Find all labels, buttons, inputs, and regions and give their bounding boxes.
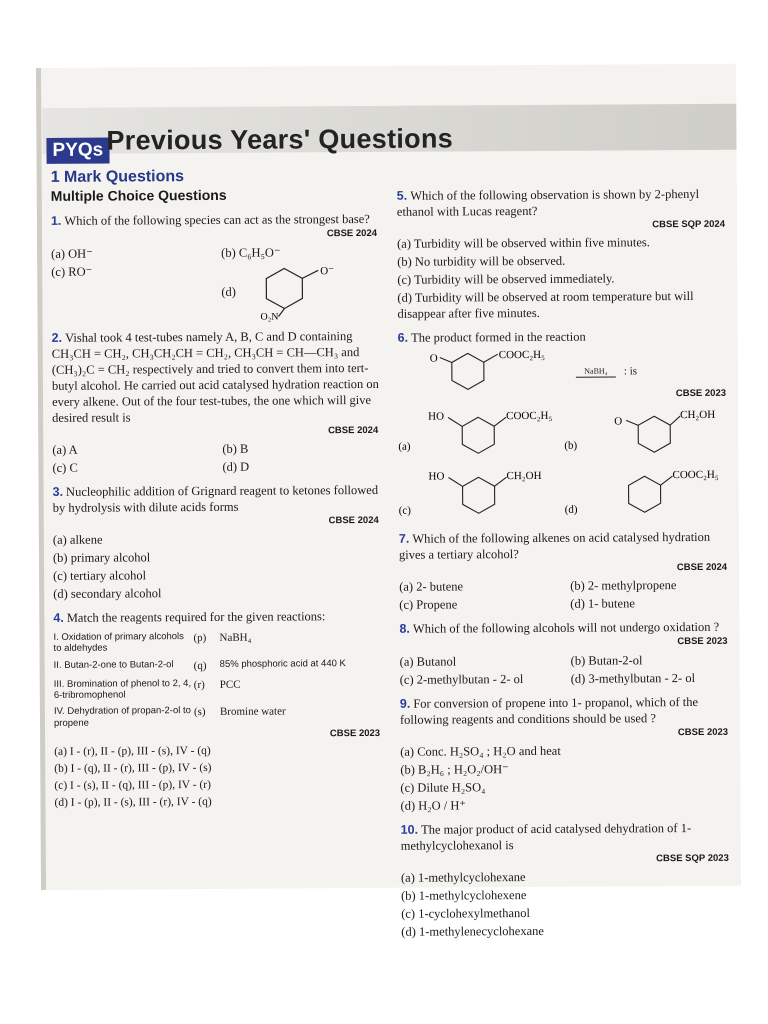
match-left-1: I. Oxidation of primary alcohols to aldehydes (53, 630, 184, 655)
option-a: (a) A (52, 442, 78, 457)
option-d: (d) I - (p), II - (s), III - (r), IV - (q) (54, 795, 212, 809)
question-3 (53, 482, 384, 603)
question-10 (401, 820, 734, 941)
question-4 (53, 608, 384, 811)
reactant-structure (398, 349, 568, 396)
exam-tag: CBSE 2023 (677, 726, 729, 738)
left-group: O (614, 415, 623, 428)
option-b: (b) No turbidity will be observed. (397, 253, 566, 269)
question-number: 8. (399, 622, 410, 637)
options (401, 867, 733, 941)
page-title: Previous Years' Questions (106, 123, 454, 156)
question-text: Which of the following alkenes on acid catalysed hydration gives a tertiary alcohol? (398, 530, 711, 563)
question-text: For conversion of propene into 1- propanol, which of the following reagents and conditions should be used ? (399, 694, 699, 727)
exam-tag: CBSE 2023 (677, 636, 728, 648)
option-c: (c) RO⁻ (51, 264, 93, 279)
option-a: (a) 2- butene (399, 579, 464, 595)
option-d: (d) H₂O / H⁺ (400, 798, 467, 813)
ester-label: COOC₂H₅ (498, 349, 545, 362)
option-a-structure (398, 403, 563, 464)
question-text: The product formed in the reaction (411, 329, 586, 345)
arrow-line (576, 376, 616, 377)
left-column (51, 166, 385, 811)
substituent-label: O⁻ (319, 264, 334, 277)
option-c: (c) 2-methylbutan - 2- ol (399, 671, 524, 687)
option-c: (c) Propene (399, 597, 458, 613)
option-a: (a) alkene (52, 532, 103, 547)
section-subtitle: Multiple Choice Questions (50, 187, 227, 205)
question-number: 7. (398, 532, 410, 547)
reaction-arrow (576, 366, 616, 377)
question-text: Which of the following observation is shown by 2-phenyl ethanol with Lucas reagent? (396, 186, 700, 219)
option-d: (d) 1- butene (570, 596, 635, 612)
option-b: (b) 1-methylcyclohexene (401, 887, 527, 903)
option-d: (d) Turbidity will be observed at room temperature but will disappear after five minutes. (397, 289, 694, 321)
exam-tag: CBSE 2023 (329, 728, 381, 740)
option-b: (b) 2- methylpropene (570, 578, 677, 594)
option-c: (c) Turbidity will be observed immediately. (397, 271, 615, 287)
option-b: (b) C₆H₅O⁻ (221, 245, 281, 260)
question-text: Which of the following species can act as the strongest base? (64, 212, 370, 229)
page (36, 64, 741, 939)
match-key-1: (p) (193, 631, 207, 644)
question-number: 3. (52, 484, 64, 499)
match-key-3: (r) (193, 678, 205, 691)
question-number: 5. (396, 188, 408, 203)
nitrophenoxide-structure (242, 262, 362, 321)
structure-options (398, 402, 731, 524)
option-a: (a) Butanol (399, 654, 457, 669)
option-b: (b) B (222, 441, 249, 456)
option-c: (c) C (52, 460, 78, 475)
reagent-label: NaBH₄ (584, 366, 608, 376)
options (399, 576, 731, 614)
question-8 (399, 619, 731, 688)
option-c: (c) tertiary alcohol (53, 568, 147, 583)
section-title: 1 Mark Questions (50, 168, 185, 186)
option-d-structure (564, 462, 729, 523)
right-group: COOC₂H₅ (672, 469, 719, 482)
option-b: (b) I - (q), II - (r), III - (p), IV - (s) (54, 762, 212, 776)
match-table (53, 630, 384, 729)
option-label: (a) (398, 441, 411, 454)
exam-tag: CBSE 2024 (328, 514, 379, 526)
pyqs-badge: PYQs (46, 138, 109, 164)
nitro-label: O₂N (260, 311, 279, 323)
question-2 (52, 327, 383, 476)
exam-tag: CBSE SQP 2024 (652, 218, 726, 231)
exam-tag: CBSE SQP 2023 (656, 852, 729, 865)
option-a: (a) OH⁻ (51, 246, 93, 261)
question-7 (399, 529, 732, 614)
match-right-1: NaBH₄ (219, 631, 252, 644)
options (400, 741, 732, 815)
option-d-label: (d) (221, 284, 236, 299)
option-label: (d) (564, 504, 578, 517)
question-text: The major product of acid catalysed dehydration of 1-methylcyclohexanol is (400, 820, 692, 853)
right-group: CH₂OH (680, 409, 716, 422)
option-a: (a) Turbidity will be observed within five minutes. (397, 235, 650, 251)
question-number: 2. (51, 330, 63, 345)
option-b-structure (564, 402, 729, 463)
ketone-label: O (429, 352, 438, 365)
option-label: (b) (564, 440, 578, 453)
match-right-4: Bromine water (219, 705, 286, 719)
exam-tag: CBSE 2023 (675, 387, 727, 400)
option-c: (c) Dilute H₂SO₄ (400, 780, 486, 795)
question-text: Vishal took 4 test-tubes namely A, B, C and D containing CH₃CH = CH₂, CH₃CH₂CH = CH₂, CH₃CH = CH—CH₃ and (CH₃)₂C = CH₂ respectively and tried to convert them into tert-butyl alcohol. He carried out acid catalysed hydration reaction on every alkene. Out of the four test-tubes, the one which will give desired result is (51, 328, 379, 425)
question-text: Match the reagents required for the given reactions: (66, 609, 326, 625)
match-left-3: III. Bromination of phenol to 2, 4, 6-tribromophenol (53, 677, 192, 701)
question-number: 4. (53, 610, 64, 625)
match-right-3: PCC (219, 678, 241, 691)
match-key-2: (q) (193, 659, 207, 672)
right-group: CH₂OH (506, 470, 542, 483)
option-d (221, 261, 381, 323)
option-a: (a) Conc. H₂SO₄ ; H₂O and heat (400, 743, 561, 759)
options (54, 742, 384, 811)
option-a: (a) I - (r), II - (p), III - (s), IV - (q) (54, 745, 211, 759)
option-d: (d) D (222, 459, 250, 474)
option-a: (a) 1-methylcyclohexane (400, 869, 526, 885)
question-number: 1. (50, 214, 62, 229)
option-c: (c) I - (s), II - (q), III - (p), IV - (r) (54, 778, 211, 792)
question-text: Nucleophilic addition of Grignard reagent to ketones followed by hydrolysis with dilute acids forms (52, 482, 379, 515)
match-left-2: II. Butan-2-one to Butan-2-ol (53, 658, 174, 671)
options (400, 650, 732, 688)
option-c-structure (398, 463, 563, 524)
question-1 (51, 211, 382, 322)
left-group: HO (428, 470, 445, 483)
question-number: 6. (397, 330, 409, 345)
options (397, 233, 730, 323)
question-9 (400, 693, 733, 814)
option-c: (c) 1-cyclohexylmethanol (401, 905, 530, 921)
exam-tag: CBSE 2024 (676, 562, 728, 574)
match-right-2: 85% phosphoric acid at 440 K (219, 657, 346, 670)
question-number: 9. (399, 696, 411, 711)
option-b: (b) B₂H₆ ; H₂O₂/OH⁻ (400, 761, 509, 777)
is-label: : is (623, 365, 638, 378)
option-label: (c) (398, 505, 411, 518)
match-key-4: (s) (193, 706, 206, 719)
options (52, 439, 382, 477)
right-group: COOC₂H₅ (506, 410, 553, 423)
match-left-4: IV. Dehydration of propan-2-ol to propene (53, 705, 191, 729)
option-d: (d) 1-methylenecyclohexane (401, 923, 544, 939)
option-d: (d) secondary alcohol (53, 586, 162, 601)
question-6 (398, 328, 731, 524)
exam-tag: CBSE 2024 (326, 228, 378, 240)
right-column (397, 186, 734, 941)
question-number: 10. (400, 822, 419, 837)
option-b: (b) primary alcohol (52, 550, 151, 565)
options (51, 242, 381, 322)
page-edge (36, 68, 46, 890)
options (53, 529, 383, 603)
left-group: HO (428, 410, 445, 423)
exam-tag: CBSE 2024 (328, 424, 379, 436)
option-b: (b) Butan-2-ol (570, 652, 643, 668)
question-5 (397, 186, 730, 323)
question-text: Which of the following alcohols will not undergo oxidation ? (412, 620, 720, 637)
option-d: (d) 3-methylbutan - 2- ol (570, 670, 696, 686)
